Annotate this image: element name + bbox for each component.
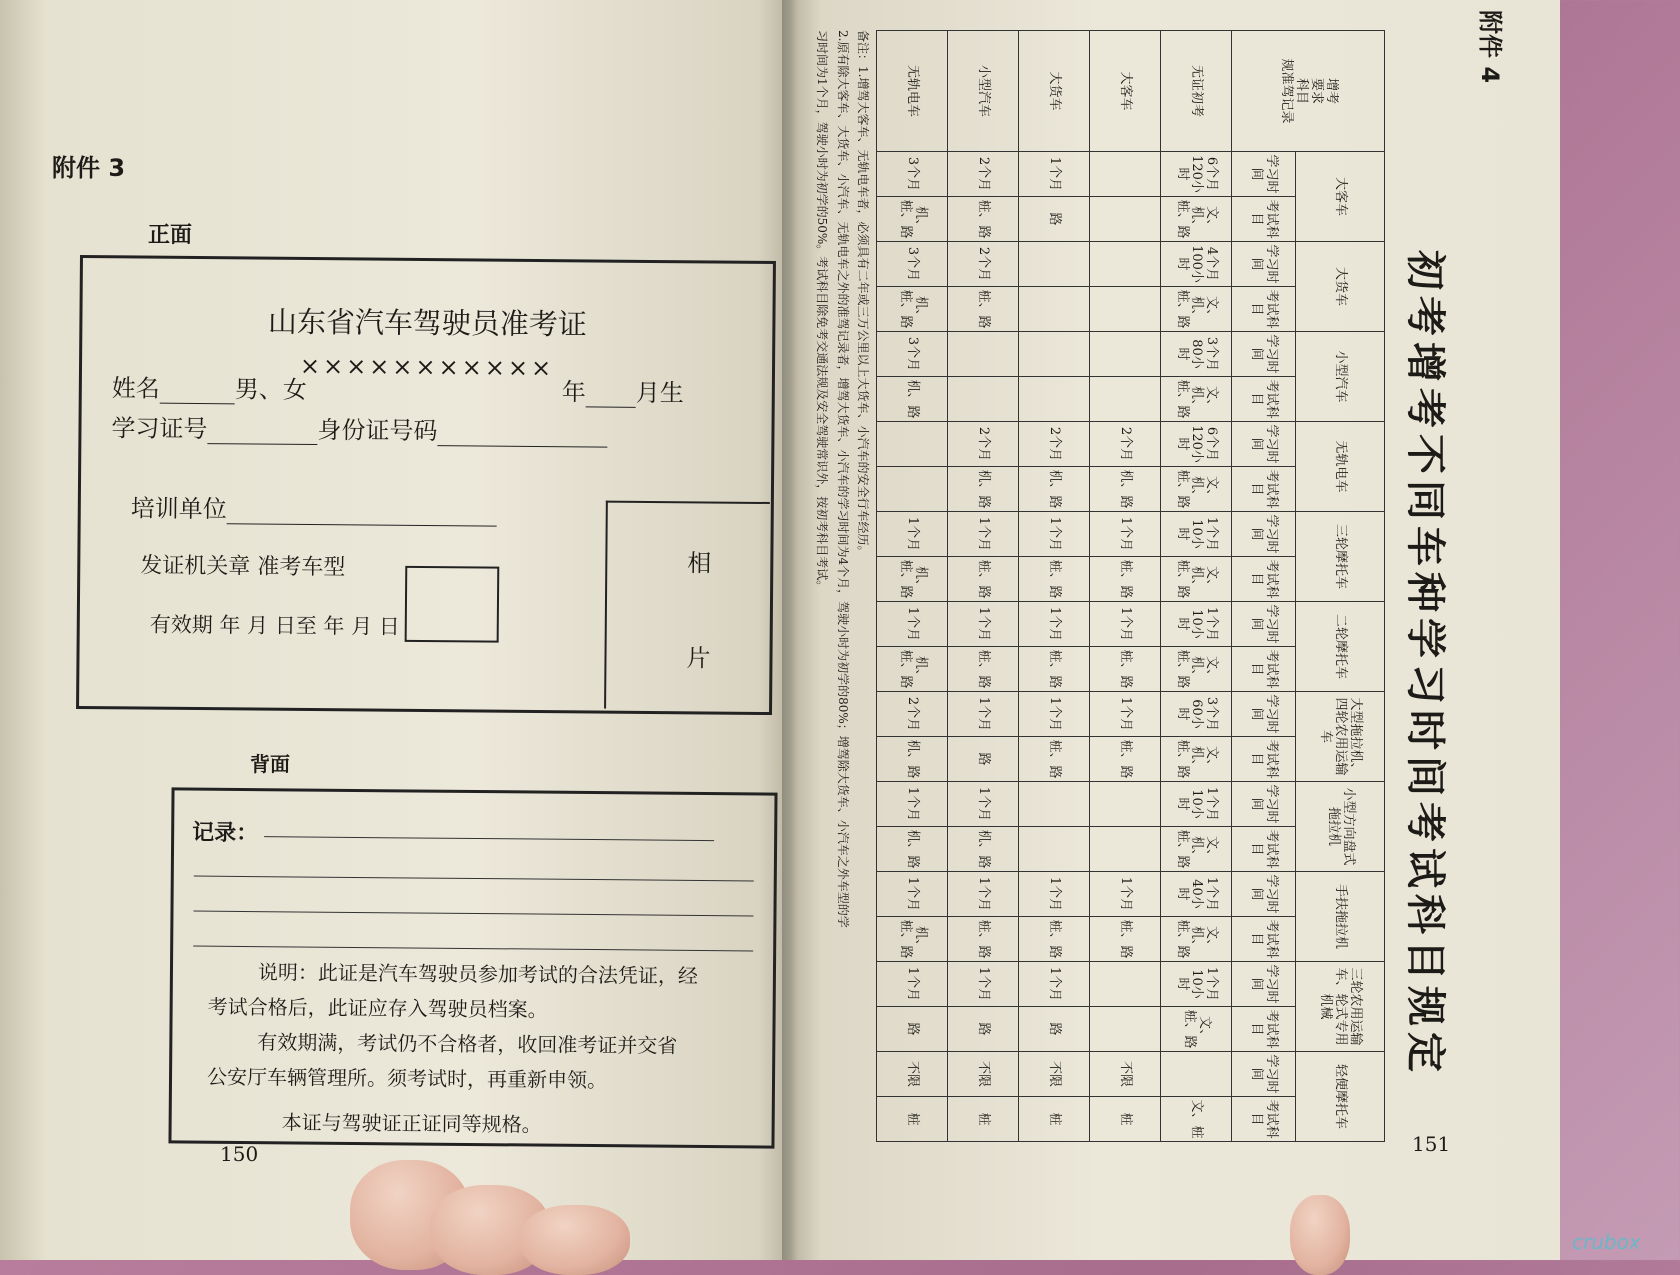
exam-subject-cell: [1090, 377, 1161, 422]
study-time-cell: [1019, 782, 1090, 827]
exam-subject-cell: 桩、路: [1019, 647, 1090, 692]
study-time-cell: 3个月80小时: [1161, 332, 1232, 377]
exam-subject-cell: 文、机、桩、路: [1161, 917, 1232, 962]
study-time-cell: 1个月: [1019, 512, 1090, 557]
record-line: [193, 946, 753, 952]
watermark: crubox: [1572, 1230, 1641, 1254]
study-time-cell: 1个月: [1090, 872, 1161, 917]
study-time-cell: 不限: [1090, 1052, 1161, 1097]
study-time-cell: 1个月: [948, 512, 1019, 557]
study-time-cell: 1个月: [948, 782, 1019, 827]
study-time-cell: 1个月10小时: [1161, 602, 1232, 647]
table-row: [1090, 31, 1161, 1142]
exam-subject-cell: 机、桩、路: [877, 197, 948, 242]
study-time-cell: 1个月: [948, 962, 1019, 1007]
rotated-regulation-table: [805, 30, 1465, 1170]
record-line: [194, 876, 754, 882]
vehicle-column-header: 手扶拖拉机: [1295, 872, 1384, 962]
birth-row: [562, 372, 684, 408]
study-time-header: 学习时间: [1232, 872, 1296, 917]
study-time-cell: 2个月: [877, 692, 948, 737]
table-row: [1019, 31, 1090, 1142]
exam-subject-cell: [1090, 287, 1161, 332]
exam-subject-cell: 桩、路: [1090, 737, 1161, 782]
study-time-cell: 1个月10小时: [1161, 962, 1232, 1007]
study-time-cell: 1个月: [1019, 152, 1090, 197]
exam-subject-cell: 机、路: [948, 827, 1019, 872]
study-time-cell: 1个月: [948, 692, 1019, 737]
finger: [1290, 1195, 1350, 1275]
exam-subject-cell: 机、路: [877, 827, 948, 872]
study-time-cell: 4个月100小时: [1161, 242, 1232, 287]
exam-subject-cell: 路: [1019, 1007, 1090, 1052]
validity-label: 有效期 年 月 日至 年 月 日: [149, 612, 400, 639]
id-label: 身份证号码: [317, 416, 438, 446]
exam-subject-cell: 文、桩、路: [1161, 1007, 1232, 1052]
study-time-cell: 1个月: [1019, 872, 1090, 917]
vehicle-column-header: 轻便摩托车: [1295, 1052, 1384, 1142]
exam-subject-header: 考试科目: [1232, 917, 1296, 962]
exam-subject-cell: 桩、路: [1019, 737, 1090, 782]
exam-subject-cell: 文、机、桩、路: [1161, 557, 1232, 602]
table-title: 初考增考不同车种学习时间考试科目规定: [1402, 250, 1448, 1078]
left-page: [0, 0, 790, 1260]
study-time-cell: 2个月: [948, 242, 1019, 287]
study-time-cell: 1个月10小时: [1161, 782, 1232, 827]
exam-subject-cell: [1019, 287, 1090, 332]
birth-month-label: 月生: [635, 378, 684, 408]
study-time-cell: [1161, 1052, 1232, 1097]
study-time-header: 学习时间: [1232, 602, 1296, 647]
exam-subject-cell: 文、机、桩、路: [1161, 647, 1232, 692]
exam-subject-header: 考试科目: [1232, 467, 1296, 512]
study-time-cell: 1个月: [877, 512, 948, 557]
photo-label-bottom: 片: [686, 644, 711, 673]
name-label: 姓名: [111, 374, 160, 403]
finger: [520, 1205, 630, 1275]
exam-subject-header: 考试科目: [1232, 557, 1296, 602]
exam-subject-cell: 桩、路: [1090, 557, 1161, 602]
page-number-left: 150: [220, 1142, 259, 1166]
exam-subject-cell: 桩: [877, 1097, 948, 1142]
exam-subject-cell: [1090, 1007, 1161, 1052]
vehicle-column-header: 大客车: [1295, 152, 1384, 242]
study-time-cell: [948, 332, 1019, 377]
exam-subject-cell: [1090, 827, 1161, 872]
study-time-cell: 1个月: [948, 872, 1019, 917]
vehicle-column-header: 二轮摩托车: [1295, 602, 1384, 692]
exam-subject-cell: 机、路: [1090, 467, 1161, 512]
study-time-cell: 1个月: [1090, 692, 1161, 737]
study-time-cell: 2个月: [948, 152, 1019, 197]
id-blank: [437, 423, 607, 447]
vehicle-column-header: 小型方向盘式拖拉机: [1295, 782, 1384, 872]
study-time-cell: 1个月: [948, 602, 1019, 647]
record-line: [193, 911, 753, 917]
appendix-4-label: 附件 4: [1476, 10, 1504, 84]
stamp-box: [405, 566, 500, 643]
note-2: 2.原有除大客车、大货车、小汽车、无轨电车之外的准驾记录者，增驾大货车、小汽车的学习时间为4个月，驾驶小时为初学的80%；增驾除大货车、小汽车之外车型的学: [835, 30, 850, 928]
note-1: 备注：1.增驾大客车、无轨电车者，必须具有二年或三万公里以上大货车、小汽车的安全行车经历。: [856, 30, 870, 558]
exam-subject-header: 考试科目: [1232, 1007, 1296, 1052]
study-time-cell: 不限: [877, 1052, 948, 1097]
exam-subject-cell: [1019, 827, 1090, 872]
vehicle-column-header: 小型汽车: [1295, 332, 1384, 422]
study-time-cell: 不限: [948, 1052, 1019, 1097]
birth-month-blank: [586, 384, 636, 407]
front-label: 正面: [148, 223, 193, 248]
note-line: 考试合格后，此证应存入驾驶员档案。: [207, 994, 548, 1022]
study-time-cell: 不限: [1019, 1052, 1090, 1097]
corner-row-label: 规准驾记录: [1279, 58, 1295, 124]
gender-label: 男、女: [234, 375, 307, 404]
exam-subject-cell: 文、机、桩、路: [1161, 377, 1232, 422]
study-time-header: 学习时间: [1232, 242, 1296, 287]
exam-subject-header: 考试科目: [1232, 1097, 1296, 1142]
study-time-cell: [877, 422, 948, 467]
exam-subject-cell: 桩、路: [1090, 647, 1161, 692]
exam-subject-cell: 机、桩、路: [877, 647, 948, 692]
exam-subject-cell: 桩: [1090, 1097, 1161, 1142]
study-time-cell: 1个月40小时: [1161, 872, 1232, 917]
study-time-cell: [1090, 152, 1161, 197]
exam-subject-cell: [1090, 197, 1161, 242]
page-number-right: 151: [1412, 1132, 1451, 1156]
issuer-label: 发证机关章 准考车型: [140, 553, 346, 581]
regulation-table: [876, 30, 1385, 1142]
table-row: [877, 31, 948, 1142]
study-time-cell: 3个月: [877, 332, 948, 377]
study-time-header: 学习时间: [1232, 1052, 1296, 1097]
corner-mid: 要求: [1308, 77, 1324, 104]
exam-subject-cell: [948, 377, 1019, 422]
note-line: 公安厅车辆管理所。须考试时，再重新申领。: [206, 1064, 608, 1093]
record-line: [264, 836, 714, 841]
study-time-cell: [1090, 782, 1161, 827]
exam-subject-cell: 文、机、桩、路: [1161, 827, 1232, 872]
study-time-header: 学习时间: [1232, 692, 1296, 737]
corner-left: 科目: [1294, 77, 1309, 104]
study-time-cell: [1090, 962, 1161, 1007]
exam-subject-cell: 机、路: [1019, 467, 1090, 512]
appendix-3-label: 附件 3: [52, 154, 126, 182]
exam-subject-cell: 桩、路: [948, 287, 1019, 332]
exam-subject-cell: 机、桩、路: [877, 917, 948, 962]
study-time-cell: 1个月: [877, 602, 948, 647]
exam-subject-cell: 文、机、桩、路: [1161, 737, 1232, 782]
row-label: 无轨电车: [877, 31, 948, 152]
exam-subject-cell: 桩、路: [1090, 917, 1161, 962]
corner-top: 增考: [1323, 77, 1339, 104]
exam-subject-cell: [1019, 377, 1090, 422]
exam-subject-header: 考试科目: [1232, 287, 1296, 332]
exam-subject-header: 考试科目: [1232, 377, 1296, 422]
study-time-header: 学习时间: [1232, 512, 1296, 557]
permit-serial: ×××××××××××: [299, 351, 555, 383]
study-time-cell: 3个月: [877, 152, 948, 197]
row-label: 大客车: [1090, 31, 1161, 152]
study-time-header: 学习时间: [1232, 152, 1296, 197]
training-unit-label: 培训单位: [130, 494, 227, 524]
note-3: 习时间为1个月，驾驶小时为初学的50%。考试科目除免考交通法规及安全驾驶常识外，按初考科目考试。: [815, 30, 830, 593]
exam-subject-cell: 机、路: [877, 377, 948, 422]
exam-subject-cell: 机、路: [877, 737, 948, 782]
exam-subject-cell: 文、机、桩、路: [1161, 287, 1232, 332]
id-row: [111, 408, 607, 447]
row-label: 大货车: [1019, 31, 1090, 152]
study-time-cell: 1个月: [1090, 602, 1161, 647]
exam-subject-cell: 文、桩: [1161, 1097, 1232, 1142]
study-time-cell: 1个月: [1019, 962, 1090, 1007]
training-row: [131, 488, 497, 526]
vehicle-column-header: 大货车: [1295, 242, 1384, 332]
exam-subject-cell: 桩: [1019, 1097, 1090, 1142]
study-cert-label: 学习证号: [111, 414, 208, 444]
name-blank: [160, 381, 235, 405]
table-row: [948, 31, 1019, 1142]
study-time-header: 学习时间: [1232, 422, 1296, 467]
exam-subject-cell: 桩: [948, 1097, 1019, 1142]
study-time-cell: 3个月60小时: [1161, 692, 1232, 737]
study-time-cell: 3个月: [877, 242, 948, 287]
record-label: 记录：: [192, 820, 259, 847]
study-time-cell: 1个月: [1090, 512, 1161, 557]
vehicle-column-header: 三轮摩托车: [1295, 512, 1384, 602]
exam-permit-front: [76, 255, 776, 715]
exam-subject-cell: 文、机、桩、路: [1161, 197, 1232, 242]
training-unit-blank: [227, 501, 497, 526]
row-label: 无证初考: [1161, 31, 1232, 152]
photo-label-top: 相: [687, 549, 712, 578]
exam-subject-cell: 路: [948, 737, 1019, 782]
study-time-cell: 1个月: [877, 872, 948, 917]
note-line: 有效期满，考试仍不合格者，收回准考证并交省: [257, 1030, 678, 1058]
exam-subject-cell: 桩、路: [1019, 917, 1090, 962]
vehicle-column-header: 三轮农用运输车、轮式专用机械: [1295, 962, 1384, 1052]
exam-subject-cell: 机、桩、路: [877, 557, 948, 602]
exam-subject-header: 考试科目: [1232, 197, 1296, 242]
exam-permit-back: [168, 787, 777, 1148]
footer-note: 本证与驾驶证正证同等规格。: [281, 1110, 542, 1137]
exam-subject-header: 考试科目: [1232, 827, 1296, 872]
study-time-header: 学习时间: [1232, 782, 1296, 827]
exam-subject-cell: 桩、路: [1019, 557, 1090, 602]
birth-year-label: 年: [561, 378, 586, 407]
study-time-cell: 2个月: [1090, 422, 1161, 467]
corner-header: [1232, 31, 1385, 152]
study-time-header: 学习时间: [1232, 962, 1296, 1007]
note-line: 说明：此证是汽车驾驶员参加考试的合法凭证，经: [257, 960, 699, 988]
study-time-cell: 1个月: [1019, 602, 1090, 647]
study-time-cell: [1019, 242, 1090, 287]
study-time-header: 学习时间: [1232, 332, 1296, 377]
permit-title: 山东省汽车驾驶员准考证: [267, 304, 588, 342]
exam-subject-cell: 文、机、桩、路: [1161, 467, 1232, 512]
vehicle-column-header: 无轨电车: [1295, 422, 1384, 512]
exam-subject-cell: 路: [948, 1007, 1019, 1052]
exam-subject-cell: 路: [1019, 197, 1090, 242]
exam-subject-cell: [877, 467, 948, 512]
exam-subject-cell: 桩、路: [948, 917, 1019, 962]
study-time-cell: [1090, 332, 1161, 377]
back-label: 背面: [250, 752, 290, 776]
table-notes: [812, 30, 873, 1170]
exam-subject-header: 考试科目: [1232, 737, 1296, 782]
exam-subject-cell: 桩、路: [948, 197, 1019, 242]
vehicle-column-header: 大型拖拉机、四轮农用运输车: [1295, 692, 1384, 782]
row-label: 小型汽车: [948, 31, 1019, 152]
study-cert-blank: [207, 421, 317, 445]
study-time-cell: [1019, 332, 1090, 377]
exam-subject-cell: 机、桩、路: [877, 287, 948, 332]
study-time-cell: 1个月: [877, 962, 948, 1007]
exam-subject-header: 考试科目: [1232, 647, 1296, 692]
exam-subject-cell: 路: [877, 1007, 948, 1052]
study-time-cell: 2个月: [1019, 422, 1090, 467]
study-time-cell: [1090, 242, 1161, 287]
gutter-shadow: [782, 0, 798, 1260]
exam-subject-cell: 桩、路: [948, 647, 1019, 692]
study-time-cell: 6个月120小时: [1161, 152, 1232, 197]
study-time-cell: 1个月10小时: [1161, 512, 1232, 557]
photo-box: [604, 501, 770, 710]
table-row: [1161, 31, 1232, 1142]
study-time-cell: 2个月: [948, 422, 1019, 467]
study-time-cell: 1个月: [1019, 692, 1090, 737]
exam-subject-cell: 机、路: [948, 467, 1019, 512]
study-time-cell: 1个月: [877, 782, 948, 827]
name-row: [112, 368, 307, 405]
exam-subject-cell: 桩、路: [948, 557, 1019, 602]
study-time-cell: 6个月120小时: [1161, 422, 1232, 467]
